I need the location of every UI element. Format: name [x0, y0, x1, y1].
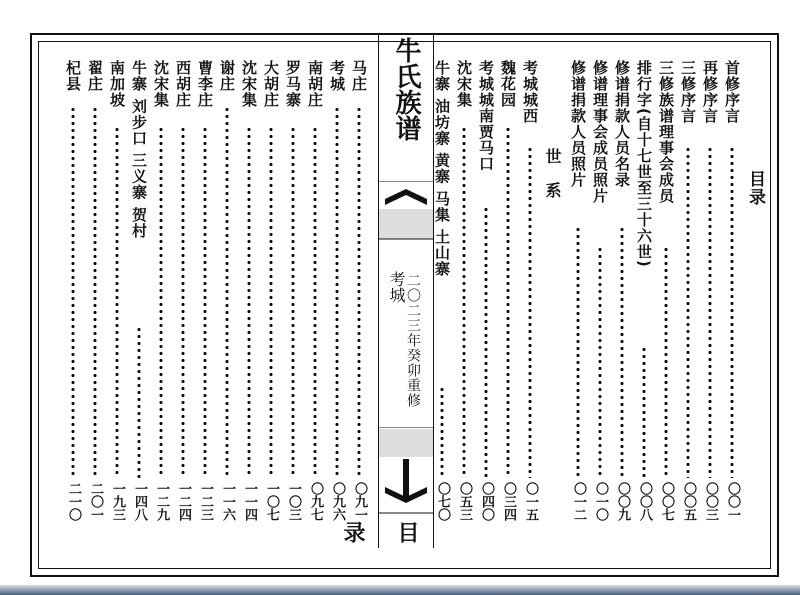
toc-entry-page: 一四八	[132, 482, 147, 521]
toc-entry-page: 一二四	[176, 482, 191, 521]
toc-entry-page: 〇九六	[330, 482, 345, 521]
toc-entry-page: 〇九一	[352, 482, 367, 521]
toc-entry-page: 〇〇三	[703, 482, 718, 521]
toc-entry-title: 杞县	[64, 60, 82, 92]
toc-entry-page: 一〇七	[264, 482, 279, 521]
toc-entry-title: 南加坡	[108, 60, 126, 108]
leader-dots	[620, 226, 624, 478]
toc-entry-page: 一九三	[110, 482, 125, 521]
toc-entry-title: 考城	[328, 60, 346, 92]
toc-entry-page: 〇七〇	[435, 482, 450, 521]
toc-entry-page: 一二九	[154, 482, 169, 521]
toc-entry-title: 修谱捐款人员名录	[613, 60, 631, 188]
toc-entry-page: 一二三	[198, 482, 213, 521]
spine-year: 二〇二三年癸卯重修	[405, 273, 421, 408]
toc-entry-title: 曹李庄	[196, 60, 214, 108]
leader-dots	[506, 126, 510, 478]
leader-dots	[598, 246, 602, 478]
bottom-strip	[0, 585, 800, 595]
toc-entry-title: 沈宋集	[152, 60, 170, 108]
leader-dots	[313, 126, 317, 478]
toc-entry-title: 再修序言	[701, 60, 719, 124]
leader-dots	[269, 126, 273, 478]
leader-dots	[291, 126, 295, 478]
toc-entry-page: 二〇一	[88, 482, 103, 521]
spine-location: 考城	[387, 271, 406, 303]
toc-entry-title: 翟庄	[86, 60, 104, 92]
leader-dots	[93, 106, 97, 478]
toc-entry-page: 〇〇九	[615, 482, 630, 521]
toc-entry-title: 谢庄	[218, 60, 236, 92]
toc-entry-page: 〇〇五	[681, 482, 696, 521]
toc-entry-page: 〇四〇	[479, 482, 494, 521]
toc-entry-page: 一一六	[220, 482, 235, 521]
leader-dots	[528, 146, 532, 478]
spine-footer: 目录	[340, 521, 419, 543]
toc-entry-title: 大胡庄	[262, 60, 280, 108]
toc-entry-title: 考城城西	[521, 60, 539, 124]
leader-dots	[137, 326, 141, 478]
toc-entry-title: 马庄	[350, 60, 368, 92]
toc-entry-title: 牛寨 油坊寨 黄寨 马集 土山寨	[433, 60, 451, 277]
toc-entry-title: 西胡庄	[174, 60, 192, 108]
toc-entry-page: 〇一五	[523, 482, 538, 521]
toc-entry-title: 魏花园	[499, 60, 517, 108]
toc-entry-page: 〇三四	[501, 482, 516, 521]
leader-dots	[730, 146, 734, 478]
spine-ornament-top	[379, 181, 433, 249]
toc-entry-title: 修谱理事会成员照片	[591, 60, 609, 204]
toc-entry-title: 考城城南贾马口	[477, 60, 495, 172]
leader-dots	[181, 126, 185, 478]
leader-dots	[71, 106, 75, 478]
leader-dots	[484, 206, 488, 478]
toc-entry-title: 首修序言	[723, 60, 741, 124]
toc-entry-page: 〇一〇	[593, 482, 608, 521]
leader-dots	[335, 106, 339, 478]
toc-entry-page: 一一四	[242, 482, 257, 521]
toc-entry-page: 〇九七	[308, 482, 323, 521]
leader-dots	[247, 126, 251, 478]
toc-entry-title: 南胡庄	[306, 60, 324, 108]
toc-entry-page: 〇一二	[571, 482, 586, 521]
leader-dots	[203, 126, 207, 478]
leader-dots	[708, 146, 712, 478]
leader-dots	[576, 226, 580, 478]
spine-ornament-bottom	[379, 427, 433, 517]
toc-entry-title: 牛寨 刘步口 三义寨 贺村	[130, 60, 148, 239]
leader-dots	[462, 126, 466, 478]
toc-entry-title: 修谱捐款人员照片	[569, 60, 587, 188]
leader-dots	[225, 106, 229, 478]
leader-dots	[642, 346, 646, 478]
leader-dots	[440, 386, 444, 478]
section-title-lineage: 世系	[543, 148, 562, 216]
leader-dots	[357, 106, 361, 478]
toc-entry-title: 三修族谱理事会成员	[657, 60, 675, 204]
leader-dots	[664, 246, 668, 478]
toc-entry-page: 〇五三	[457, 482, 472, 521]
toc-entry-page: 二一〇	[66, 482, 81, 521]
toc-entry-title: 罗马寨	[284, 60, 302, 108]
leader-dots	[115, 126, 119, 478]
toc-entry-title: 三修序言	[679, 60, 697, 124]
toc-entry-page: 一〇三	[286, 482, 301, 521]
spine-title: 牛氏族谱	[391, 37, 421, 141]
leader-dots	[686, 146, 690, 478]
toc-entry-page: 〇〇七	[659, 482, 674, 521]
toc-entry-title: 沈宋集	[240, 60, 258, 108]
leader-dots	[159, 126, 163, 478]
toc-entry-page: 〇〇八	[637, 482, 652, 521]
toc-entry-page: 〇〇一	[725, 482, 740, 521]
toc-entry-title: 排行字(自十七世至三十六世)	[635, 60, 653, 268]
toc-entry-title: 沈宋集	[455, 60, 473, 108]
toc-heading: 目录	[745, 170, 765, 206]
